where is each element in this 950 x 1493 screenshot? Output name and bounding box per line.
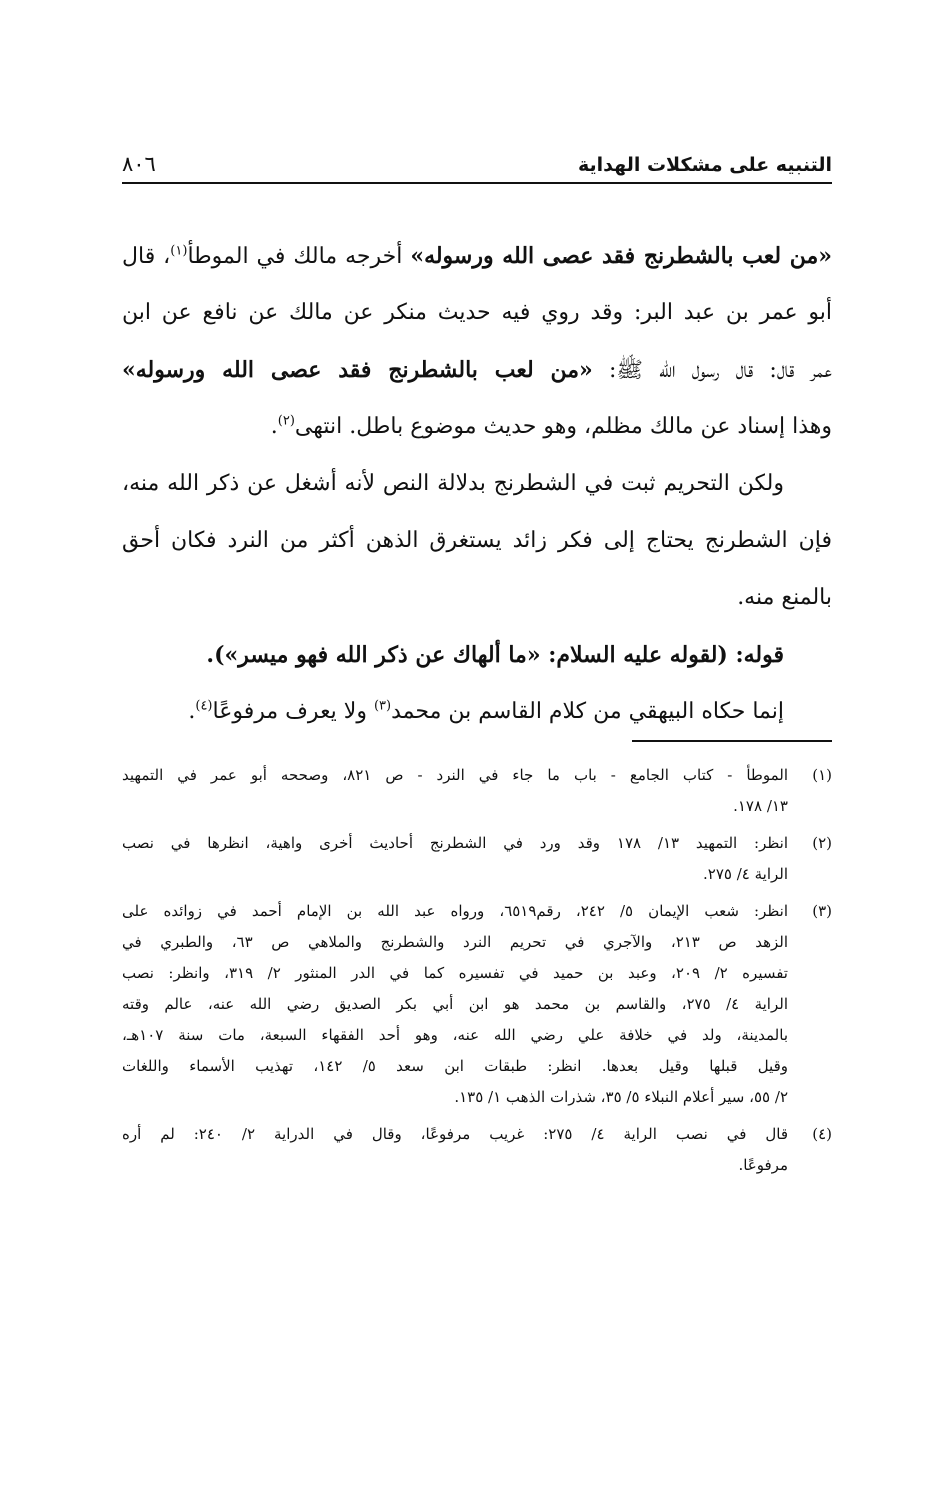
footnote-3 — [122, 896, 832, 1113]
footnote-ref[interactable]: (٤) — [195, 698, 213, 714]
footnote-line: الراية ٤/ ٢٧٥، والقاسم بن محمد هو ابن أبي بكر الصديق رضي الله عنه، عالم وقته — [122, 995, 788, 1013]
text-run: أخرجه مالك في الموطأ — [187, 244, 411, 269]
main-text — [122, 232, 832, 745]
text-run: عمر قال: قال رسول الله ﷺ: — [592, 358, 832, 383]
text-run: وهذا إسناد عن مالك مظلم، وهو حديث موضوع باطل. انتهى — [294, 414, 832, 439]
text-run: . — [270, 414, 278, 439]
paragraph-1 — [122, 232, 832, 460]
footnote-number: (٤) — [812, 1125, 832, 1143]
paragraph-4-line-1 — [122, 688, 832, 745]
footnote-text — [122, 760, 788, 822]
text-run: . — [188, 699, 196, 724]
footnote-line: الراية ٤/ ٢٧٥. — [702, 865, 788, 883]
footnote-line: وقيل قبلها وقيل بعدها. انظر: طبقات ابن سعد ٥/ ١٤٢، تهذيب الأسماء واللغات — [122, 1057, 789, 1075]
paragraph-1-line-2: أبو عمر بن عبد البر: وقد روي فيه حديث منكر عن مالك عن نافع عن ابن — [122, 300, 832, 325]
footnote-1 — [122, 760, 832, 822]
footnote-ref[interactable]: (١) — [170, 243, 188, 259]
footnote-line: بالمدينة، ولد في خلافة علي رضي الله عنه، وهو أحد الفقهاء السبعة، مات سنة ١٠٧هـ، — [122, 1026, 788, 1044]
footnote-line: تفسيره ٢/ ٢٠٩، وعبد بن حميد في تفسيره كما في الدر المنثور ٢/ ٣١٩، وانظر: نصب — [122, 964, 788, 982]
text-run: ولا يعرف مرفوعًا — [212, 699, 374, 724]
hadith-quote: «من لعب بالشطرنج فقد عصى الله ورسوله» — [410, 243, 832, 269]
hadith-quote: «من لعب بالشطرنج فقد عصى الله ورسوله» — [122, 357, 593, 383]
paragraph-2-line-2: فإن الشطرنج يحتاج إلى فكر زائد يستغرق الذهن أكثر من النرد فكان أحق — [122, 528, 832, 553]
paragraph-2-line-3: بالمنع منه. — [737, 585, 832, 610]
paragraph-2 — [122, 460, 832, 631]
paragraph-3 — [122, 631, 832, 688]
running-header — [122, 140, 832, 184]
commentary-heading: قوله: (لقوله عليه السلام: «ما ألهاك عن ذكر الله فهو ميسر»). — [206, 642, 784, 668]
footnote-text — [122, 828, 788, 890]
footnote-ref[interactable]: (٢) — [277, 413, 295, 429]
footnote-4 — [122, 1119, 832, 1181]
footnote-line: قال في نصب الراية ٤/ ٢٧٥: غريب مرفوعًا، وقال في الدراية ٢/ ٢٤٠: لم أره — [122, 1125, 788, 1143]
page-number: ٨٠٦ — [122, 152, 156, 176]
footnote-number: (٣) — [812, 902, 832, 920]
footnote-line: انظر: شعب الإيمان ٥/ ٢٤٢، رقم٦٥١٩، ورواه عبد الله بن الإمام أحمد في زوائده على — [122, 902, 788, 920]
footnotes — [122, 760, 832, 1187]
footnote-ref[interactable]: (٣) — [373, 698, 392, 714]
paragraph-2-line-1: ولكن التحريم ثبت في الشطرنج بدلالة النص لأنه أشغل عن ذكر الله منه، — [122, 471, 784, 496]
footnote-line: الموطأ - كتاب الجامع - باب ما جاء في النرد - ص ٨٢١، وصححه أبو عمر في التمهيد — [122, 766, 788, 784]
footnote-number: (١) — [812, 766, 832, 784]
footnote-text — [122, 1119, 788, 1181]
footnote-line: ١٣/ ١٧٨. — [733, 797, 788, 815]
footnote-line: الزهد ص ٢١٣، والآجري في تحريم النرد والشطرنج والملاهي ص ٦٣، والطبري في — [122, 933, 788, 951]
footnote-number: (٢) — [812, 834, 832, 852]
paragraph-1-line-1 — [122, 232, 832, 289]
text-run: إنما حكاه البيهقي من كلام القاسم بن محمد — [391, 699, 784, 724]
paragraph-4 — [122, 688, 832, 745]
paragraph-1-line-3 — [122, 346, 832, 403]
footnote-line: انظر: التمهيد ١٣/ ١٧٨ وقد ورد في الشطرنج أحاديث أخرى واهية، انظرها في نصب — [122, 834, 789, 852]
paragraph-1-line-4 — [122, 403, 832, 460]
footnote-line: ٢/ ٥٥، سير أعلام النبلاء ٥/ ٣٥، شذرات الذهب ١/ ١٣٥. — [454, 1088, 788, 1106]
footnote-separator — [632, 740, 832, 742]
footnote-line: مرفوعًا. — [738, 1156, 788, 1174]
text-run: ، قال — [122, 244, 171, 269]
footnote-2 — [122, 828, 832, 890]
footnote-text — [122, 896, 788, 1113]
running-title: التنبيه على مشكلات الهداية — [578, 154, 832, 176]
